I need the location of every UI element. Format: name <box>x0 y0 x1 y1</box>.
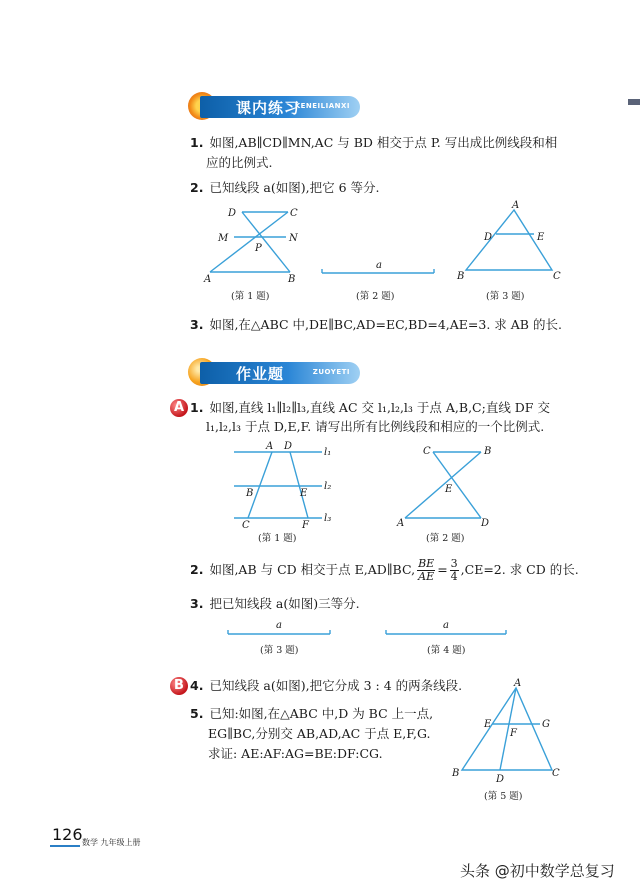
section2-title-en: ZUOYETI <box>312 368 350 376</box>
fig1-label-C: C <box>290 208 298 219</box>
homework-1-number: 1. <box>190 400 204 415</box>
homework-fig-3 <box>224 618 334 640</box>
fig5-label-B: B <box>452 768 460 779</box>
exercise-3-text: 如图,在△ABC 中,DE∥BC,AD=EC,BD=4,AE=3. 求 AB 的长. <box>209 317 562 332</box>
exercise-fig-3-caption: (第 3 题) <box>486 291 525 302</box>
homework-5-line3: 求证: AE:AF:AG=BE:DF:CG. <box>208 746 383 761</box>
hw-fig2-label-E: E <box>445 484 453 495</box>
fig1-label-A: A <box>204 274 212 285</box>
equals-sign: = <box>437 562 448 577</box>
fraction-denominator: AE <box>418 570 435 583</box>
homework-fig-3-caption: (第 3 题) <box>260 645 299 656</box>
homework-5-text: 已知:如图,在△ABC 中,D 为 BC 上一点, <box>209 706 434 721</box>
homework-3-text: 把已知线段 a(如图)三等分. <box>209 596 360 611</box>
hw-fig1-label-B: B <box>246 488 254 499</box>
exercise-2-text: 已知线段 a(如图),把它 6 等分. <box>209 180 380 195</box>
homework-fig-2 <box>395 442 505 530</box>
section-title-zh: 课内练习 <box>236 99 301 117</box>
homework-3-number: 3. <box>190 596 204 611</box>
section-title-en: KENEILIANXI <box>294 102 350 110</box>
exercise-fig-1-caption: (第 1 题) <box>231 291 270 302</box>
homework-2 <box>190 558 579 583</box>
exercise-1-number: 1. <box>190 135 204 150</box>
homework-2-number: 2. <box>190 562 204 577</box>
homework-1-text: 如图,直线 l₁∥l₂∥l₃,直线 AC 交 l₁,l₂,l₃ 于点 A,B,C;直线 DF 交 <box>209 400 550 415</box>
exercise-2-number: 2. <box>190 180 204 195</box>
homework-5-number: 5. <box>190 706 204 721</box>
fig3-label-A: A <box>512 200 520 211</box>
homework-2-text-end: ,CE=2. 求 CD 的长. <box>460 562 579 577</box>
homework-5-line2: EG∥BC,分别交 AB,AD,AC 于点 E,F,G. <box>208 726 431 741</box>
hw-fig1-label-E: E <box>300 488 308 499</box>
fraction-numerator: BE <box>418 557 435 570</box>
fig5-label-G: G <box>542 719 550 730</box>
fraction-be-ae <box>417 558 435 583</box>
hw-fig2-label-C: C <box>423 446 431 457</box>
homework-fig-5-caption: (第 5 题) <box>484 791 523 802</box>
hw-fig2-label-D: D <box>481 518 490 529</box>
level-a-badge: A <box>170 399 188 417</box>
fig1-label-B: B <box>288 274 296 285</box>
page-number: 126 <box>52 825 83 844</box>
fig5-label-C: C <box>552 768 560 779</box>
homework-5 <box>190 704 433 724</box>
homework-4-number: 4. <box>190 678 204 693</box>
fig3-label-C: C <box>553 271 561 282</box>
homework-3 <box>190 594 360 614</box>
fig1-label-D: D <box>228 208 237 219</box>
homework-fig-2-caption: (第 2 题) <box>426 533 465 544</box>
homework-fig-1-caption: (第 1 题) <box>258 533 297 544</box>
level-b-badge: B <box>170 677 188 695</box>
hw-fig2-label-A: A <box>397 518 405 529</box>
page-edge-tab <box>628 99 640 105</box>
fraction-denominator: 4 <box>450 570 458 583</box>
hw-fig1-label-l1: l₁ <box>324 447 332 458</box>
section-banner-practice <box>200 96 360 118</box>
hw-fig1-label-l2: l₂ <box>324 481 332 492</box>
fig5-label-F: F <box>510 728 517 739</box>
exercise-fig-2-caption: (第 2 题) <box>356 291 395 302</box>
homework-1-cont: l₁,l₂,l₃ 于点 D,E,F. 请写出所有比例线段和相应的一个比例式. <box>206 419 545 434</box>
hw-fig1-label-F: F <box>302 520 309 530</box>
homework-fig-4-caption: (第 4 题) <box>427 645 466 656</box>
exercise-1-cont: 应的比例式. <box>206 155 273 170</box>
homework-4-text: 已知线段 a(如图),把它分成 3 : 4 的两条线段. <box>209 678 463 693</box>
hw-fig4-label-a: a <box>443 620 449 631</box>
fig1-label-N: N <box>289 233 298 244</box>
exercise-fig-2 <box>318 258 438 280</box>
exercise-2 <box>190 178 379 198</box>
section2-title-zh: 作业题 <box>236 365 285 383</box>
fig2-label-a: a <box>376 260 382 271</box>
hw-fig1-label-D: D <box>284 441 293 452</box>
exercise-fig-1 <box>200 200 310 290</box>
fig1-label-P: P <box>255 243 262 254</box>
fig5-label-A: A <box>514 678 522 689</box>
fig3-label-E: E <box>537 232 545 243</box>
hw-fig3-label-a: a <box>276 620 282 631</box>
homework-1 <box>190 398 550 418</box>
homework-fig-5 <box>448 676 566 786</box>
homework-fig-4 <box>382 618 510 640</box>
fig5-label-E: E <box>484 719 492 730</box>
exercise-3-number: 3. <box>190 317 204 332</box>
hw-fig1-label-l3: l₃ <box>324 513 332 524</box>
hw-fig2-label-B: B <box>484 446 492 457</box>
exercise-fig-3 <box>454 198 564 284</box>
hw-fig1-label-A: A <box>266 441 274 452</box>
section-banner-homework <box>200 362 360 384</box>
fraction-3-4 <box>450 558 459 583</box>
exercise-1 <box>190 133 557 153</box>
fig3-label-B: B <box>457 271 465 282</box>
fig1-label-M: M <box>218 233 229 244</box>
homework-2-text: 如图,AB 与 CD 相交于点 E,AD∥BC, <box>209 562 416 577</box>
fig5-label-D: D <box>496 774 505 785</box>
footer-divider <box>50 845 80 847</box>
homework-4 <box>190 676 462 696</box>
hw-fig1-label-C: C <box>242 520 250 530</box>
fig3-label-D: D <box>484 232 493 243</box>
exercise-3 <box>190 315 562 335</box>
exercise-1-text: 如图,AB∥CD∥MN,AC 与 BD 相交于点 P. 写出成比例线段和相 <box>209 135 558 150</box>
homework-fig-1 <box>230 440 340 530</box>
fraction-numerator: 3 <box>450 557 458 570</box>
book-title: 数学 九年级上册 <box>82 838 141 847</box>
watermark-text: 头条 @初中数学总复习 <box>460 862 615 880</box>
